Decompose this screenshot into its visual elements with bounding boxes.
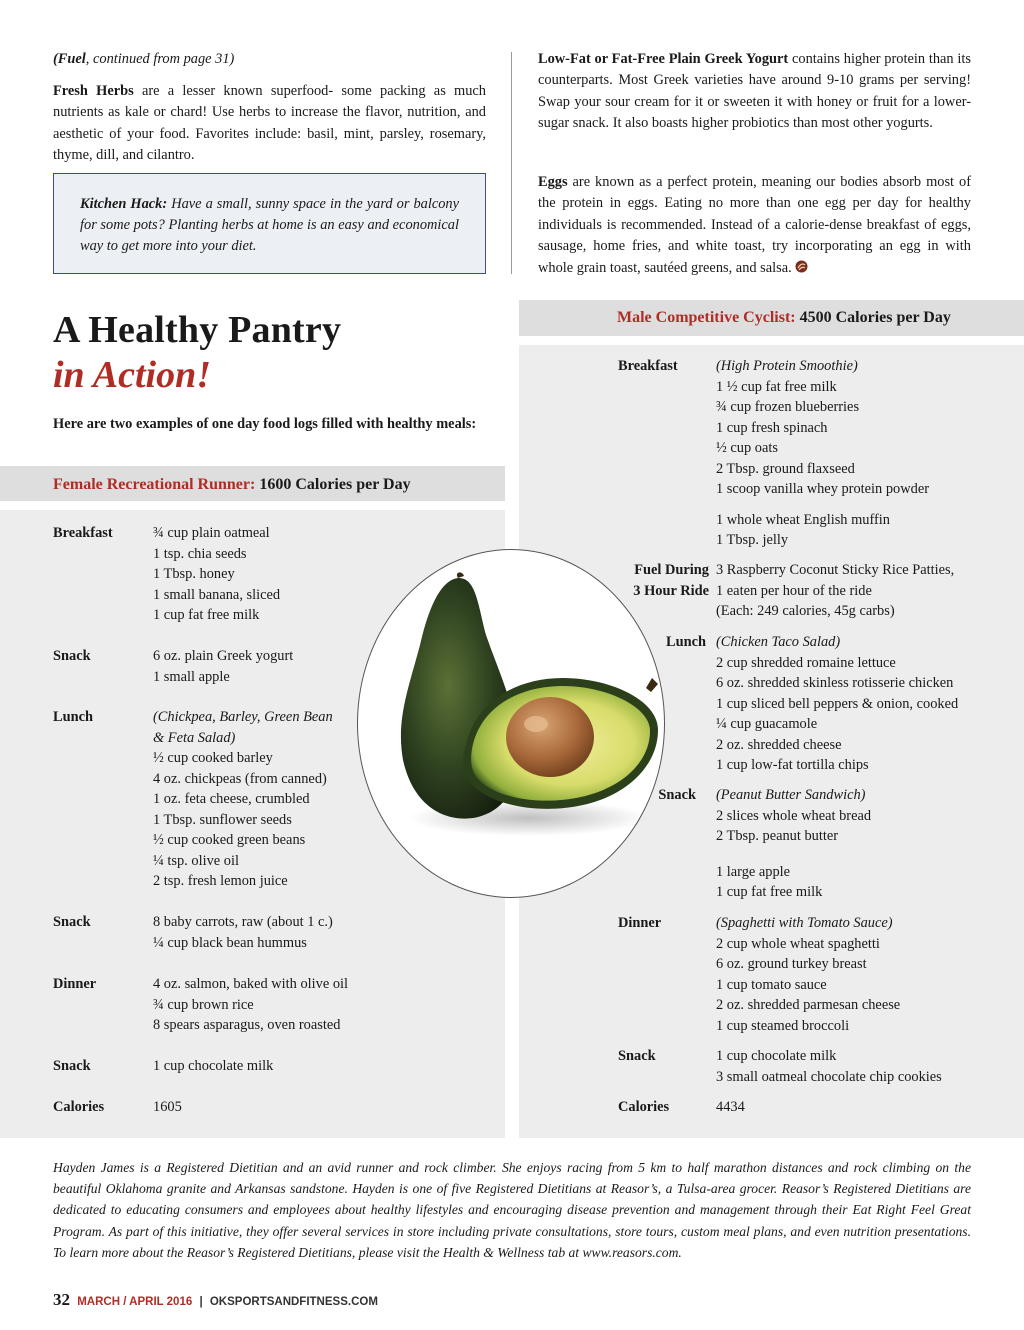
male-fuel-items xyxy=(716,560,954,622)
female-log-heading-value: 1600 Calories per Day xyxy=(259,476,411,493)
male-breakfast-items xyxy=(716,356,929,551)
list-item: 1 cup chocolate milk xyxy=(716,1048,837,1064)
list-item: ½ cup cooked green beans xyxy=(153,832,306,848)
list-item: 1 cup low-fat tortilla chips xyxy=(716,757,869,773)
male-snack1-label: Snack xyxy=(658,787,696,803)
list-item: 6 oz. plain Greek yogurt xyxy=(153,648,294,664)
list-item: 2 Tbsp. ground flaxseed xyxy=(716,460,855,477)
list-item: (High Protein Smoothie) xyxy=(716,358,858,374)
female-lunch-label: Lunch xyxy=(53,709,93,725)
female-dinner-label: Dinner xyxy=(53,976,97,992)
footer-separator: | xyxy=(199,1296,203,1308)
male-log-heading-value: 4500 Calories per Day xyxy=(799,309,951,326)
male-calories-label: Calories xyxy=(618,1099,670,1115)
herbs-paragraph xyxy=(53,81,486,167)
page-footer xyxy=(53,1290,378,1310)
page-number: 32 xyxy=(53,1290,70,1309)
female-snack1-items xyxy=(153,646,293,687)
list-item: 1 Tbsp. sunflower seeds xyxy=(153,811,292,828)
kitchen-hack-box xyxy=(53,173,486,274)
male-lunch-label: Lunch xyxy=(666,634,706,650)
male-log-heading-label: Male Competitive Cyclist: xyxy=(617,309,796,326)
female-calories-value xyxy=(153,1097,182,1118)
list-item: 6 oz. shredded skinless rotisserie chicken xyxy=(716,675,954,691)
list-item: 2 Tbsp. peanut butter xyxy=(716,828,839,844)
herbs-title: Fresh Herbs xyxy=(53,83,134,99)
list-item: 2 slices whole wheat bread xyxy=(716,807,872,824)
yogurt-title: Low-Fat or Fat-Free Plain Greek Yogurt xyxy=(538,51,789,67)
author-bio: Hayden James is a Registered Dietitian and an avid runner and rock climber. She enjoys racing from 5 km to half marathon distances and rock climbing on the beautiful Oklahoma granite and Arkansas sandstone. Hayden is one of five Registered Dietitians at Reasor’s, a Tulsa-area grocer. Reasor’s Registered Dietitians are dedicated to educating consumers and employees about healthy lifestyles and encouraging disease prevention and management through their Eat Right Feel Great Program. As part of this initiative, they offer several services in store including private consultations, store tours, custom meal plans, and even nutrition presentations. To learn more about the Reasor’s Registered Dietitians, please visit the Health & Wellness tab at www.reasors.com. xyxy=(53,1160,971,1260)
list-item: 1 Tbsp. honey xyxy=(153,566,235,582)
list-item: (Each: 249 calories, 45g carbs) xyxy=(716,603,895,619)
list-item: 1 cup tomato sauce xyxy=(716,976,827,993)
female-lunch-items xyxy=(153,707,333,892)
list-item: ¾ cup plain oatmeal xyxy=(153,525,270,541)
male-snack2-label: Snack xyxy=(618,1048,656,1064)
female-snack2-label: Snack xyxy=(53,914,91,930)
male-breakfast-label: Breakfast xyxy=(618,358,678,374)
list-item: 1 ½ cup fat free milk xyxy=(716,378,837,395)
list-item: 1 cup steamed broccoli xyxy=(716,1017,850,1034)
list-item: 1 cup chocolate milk xyxy=(153,1058,274,1074)
female-breakfast-label: Breakfast xyxy=(53,525,113,541)
list-item: ½ cup oats xyxy=(716,440,778,456)
list-item: 4434 xyxy=(716,1099,745,1115)
list-item: 1 Tbsp. jelly xyxy=(716,532,789,548)
yogurt-text: contains higher protein than its counterparts. Most Greek varieties have around 9-10 grams per serving! Swap your sour cream for it or sweeten it with honey or fruit for a lower-sugar snack. It also boasts higher probiotics than most other yogurts. xyxy=(538,51,972,132)
male-calories-value xyxy=(716,1097,745,1118)
kitchen-hack-title: Kitchen Hack: xyxy=(80,196,168,212)
list-item: 1 cup fat free milk xyxy=(153,607,260,623)
male-fuel-label xyxy=(600,560,709,601)
issue-date: MARCH / APRIL 2016 xyxy=(77,1296,193,1308)
list-item: 1 scoop vanilla whey protein powder xyxy=(716,481,930,497)
female-breakfast-items xyxy=(153,523,280,626)
eggs-text: are known as a perfect protein, meaning our bodies absorb most of the protein in eggs. Eating no more than one egg per day for healthy individuals is recommended. Instead of a calorie-dense breakfast of eggs, sausage, home fries, and white toast, try incorporating an egg in with whole grain toast, sautéed greens, and salsa. xyxy=(538,174,971,276)
female-snack3-items xyxy=(153,1056,273,1077)
female-log-heading xyxy=(0,466,505,501)
list-item: 8 spears asparagus, oven roasted xyxy=(153,1017,341,1033)
continued-lead: (Fuel xyxy=(53,51,86,67)
male-fuel-label-line1: Fuel During xyxy=(634,562,709,578)
list-item: ¾ cup frozen blueberries xyxy=(716,399,860,415)
male-dinner-label: Dinner xyxy=(618,915,662,931)
kitchen-hack-text xyxy=(80,194,459,257)
list-item: 1605 xyxy=(153,1099,182,1115)
eggs-paragraph xyxy=(538,172,971,279)
list-item: 2 oz. shredded parmesan cheese xyxy=(716,997,901,1013)
list-item: 1 whole wheat English muffin xyxy=(716,511,890,528)
section-title: A Healthy Pantry xyxy=(53,309,342,351)
list-item: 4 oz. chickpeas (from canned) xyxy=(153,770,327,787)
footer-site-link[interactable]: OKSPORTSANDFITNESS.COM xyxy=(209,1296,378,1308)
male-lunch-items xyxy=(716,632,958,776)
list-item: 1 large apple xyxy=(716,863,791,880)
avocado-image-frame xyxy=(357,549,665,898)
end-of-article-icon xyxy=(795,260,808,273)
list-item: 1 cup fat free milk xyxy=(716,884,823,900)
male-snack1-items xyxy=(716,785,871,903)
list-item: 1 cup fresh spinach xyxy=(716,419,828,436)
list-item: 2 cup shredded romaine lettuce xyxy=(716,654,896,671)
eggs-title: Eggs xyxy=(538,174,568,190)
list-item: 1 tsp. chia seeds xyxy=(153,545,247,562)
female-snack1-label: Snack xyxy=(53,648,91,664)
list-item: ¼ cup black bean hummus xyxy=(153,934,307,951)
herbs-text: are a lesser known superfood- some packing as much nutrients as kale or chard! Use herbs to increase the flavor, nutrition, and aesthetic of your food. Favorites include: basil, mint, parsley, rosemary, thyme, dill, and cilantro. xyxy=(53,83,486,164)
section-intro: Here are two examples of one day food logs filled with healthy meals: xyxy=(53,416,477,432)
male-dinner-items xyxy=(716,913,900,1036)
female-dinner-items xyxy=(153,974,348,1036)
list-item: 3 Raspberry Coconut Sticky Rice Patties, xyxy=(716,562,955,578)
list-item: ¼ tsp. olive oil xyxy=(153,852,239,869)
list-item: ¼ cup guacamole xyxy=(716,716,818,732)
female-snack3-label: Snack xyxy=(53,1058,91,1074)
female-calories-label: Calories xyxy=(53,1099,105,1115)
section-title-accent: in Action! xyxy=(53,354,212,396)
yogurt-paragraph xyxy=(538,49,971,135)
female-log-heading-label: Female Recreational Runner: xyxy=(53,476,256,493)
continued-text: continued from page 31) xyxy=(92,51,235,67)
list-item: (Chickpea, Barley, Green Bean xyxy=(153,709,333,725)
list-item: 1 eaten per hour of the ride xyxy=(716,582,872,599)
list-item: & Feta Salad) xyxy=(153,729,236,746)
list-item: 1 cup sliced bell peppers & onion, cooked xyxy=(716,695,959,712)
list-item: 1 small apple xyxy=(153,668,230,685)
list-item: 2 cup whole wheat spaghetti xyxy=(716,935,880,952)
column-divider xyxy=(511,52,512,274)
list-item: (Spaghetti with Tomato Sauce) xyxy=(716,915,893,931)
continued-note: (Fuel, continued from page 31) xyxy=(53,51,235,67)
list-item: 6 oz. ground turkey breast xyxy=(716,956,867,972)
list-item: 3 small oatmeal chocolate chip cookies xyxy=(716,1068,942,1085)
list-item: 4 oz. salmon, baked with olive oil xyxy=(153,976,349,992)
list-item: 1 small banana, sliced xyxy=(153,586,281,603)
male-fuel-label-line2: 3 Hour Ride xyxy=(633,582,709,599)
avocado-illustration xyxy=(358,550,664,897)
female-snack2-items xyxy=(153,912,333,953)
list-item: 2 tsp. fresh lemon juice xyxy=(153,873,288,889)
list-item: (Peanut Butter Sandwich) xyxy=(716,787,866,803)
male-log-heading xyxy=(519,300,1024,336)
list-item: ½ cup cooked barley xyxy=(153,750,273,766)
list-item: 2 oz. shredded cheese xyxy=(716,736,842,753)
male-snack2-items xyxy=(716,1046,942,1087)
list-item: 8 baby carrots, raw (about 1 c.) xyxy=(153,914,333,930)
list-item: (Chicken Taco Salad) xyxy=(716,634,841,650)
kitchen-hack-body: Have a small, sunny space in the yard or balcony for some pots? Planting herbs at home is an easy and economical way to get more into your diet. xyxy=(80,196,459,254)
list-item: ¾ cup brown rice xyxy=(153,996,254,1013)
list-item: 1 oz. feta cheese, crumbled xyxy=(153,791,310,807)
